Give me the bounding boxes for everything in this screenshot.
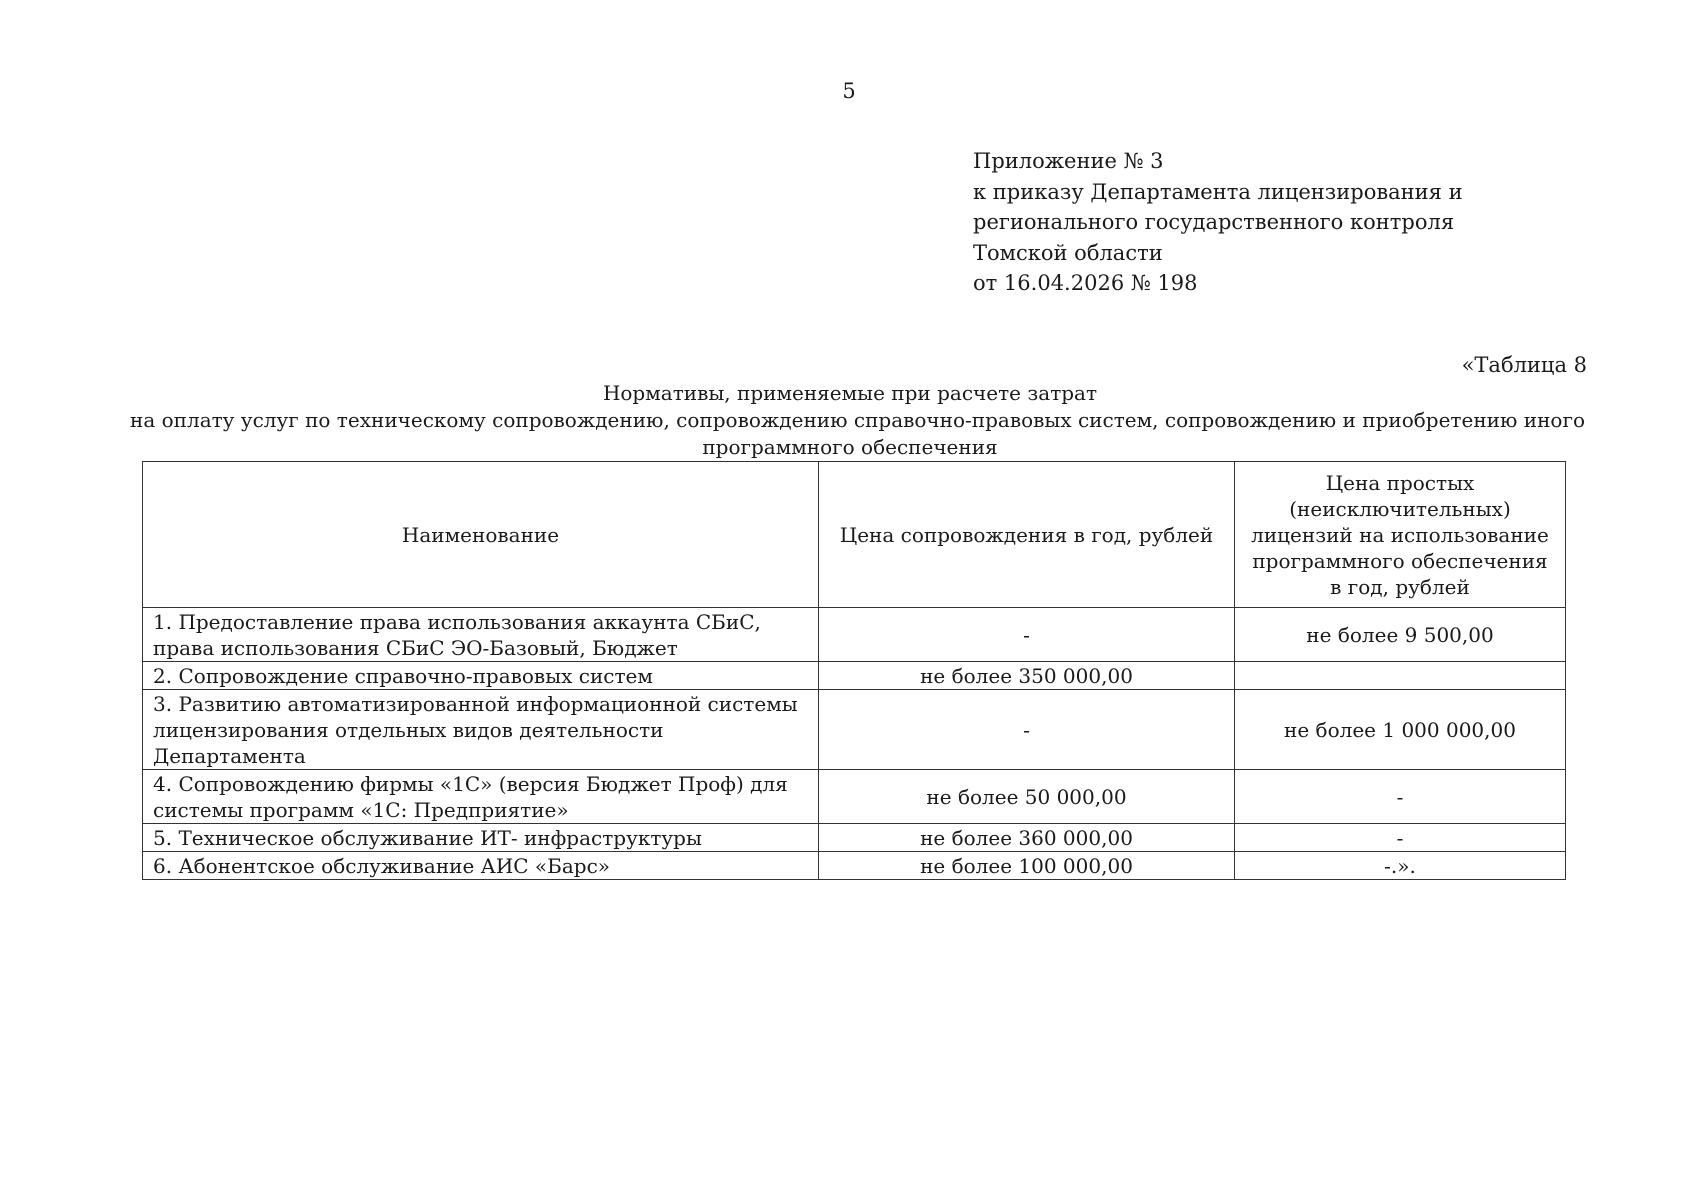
header-license-price: Цена простых (неисключительных) лицензий на использование программного обеспечения в год, рублей — [1235, 462, 1566, 608]
header-name: Наименование — [143, 462, 819, 608]
appendix-line: к приказу Департамента лицензирования и — [973, 179, 1463, 204]
row-support-price: не более 350 000,00 — [819, 662, 1235, 690]
title-line: на оплату услуг по техническому сопровождению, сопровождению справочно-правовых систем, сопровождению и приобретению иного — [130, 408, 1585, 432]
appendix-line: регионального государственного контроля — [973, 210, 1455, 234]
appendix-line: от 16.04.2026 № 198 — [973, 271, 1198, 295]
table-row — [143, 690, 1566, 770]
page-number: 5 — [842, 79, 856, 103]
header-support-price: Цена сопровождения в год, рублей — [819, 462, 1235, 608]
appendix-line: Томской области — [973, 240, 1163, 265]
row-license-price: - — [1235, 770, 1566, 824]
table-row — [143, 662, 1566, 690]
document-title — [130, 380, 1585, 461]
appendix-header — [973, 146, 1573, 299]
row-name: 5. Техническое обслуживание ИТ- инфраструктуры — [143, 824, 819, 852]
norms-table — [142, 461, 1566, 880]
row-license-price: -.». — [1235, 852, 1566, 880]
row-license-price — [1235, 662, 1566, 690]
row-support-price: - — [819, 690, 1235, 770]
table-header-row — [143, 462, 1566, 608]
row-name: 1. Предоставление права использования аккаунта СБиС, права использования СБиС ЭО-Базовый, Бюджет — [143, 608, 819, 662]
table-row — [143, 852, 1566, 880]
table-row — [143, 770, 1566, 824]
row-license-price: не более 1 000 000,00 — [1235, 690, 1566, 770]
row-support-price: не более 50 000,00 — [819, 770, 1235, 824]
row-license-price: не более 9 500,00 — [1235, 608, 1566, 662]
row-name: 3. Развитию автоматизированной информационной системы лицензирования отдельных видов деятельности Департамента — [143, 690, 819, 770]
row-support-price: не более 100 000,00 — [819, 852, 1235, 880]
table-label: «Таблица 8 — [1461, 353, 1587, 377]
row-name: 2. Сопровождение справочно-правовых систем — [143, 662, 819, 690]
table-row — [143, 824, 1566, 852]
row-name: 6. Абонентское обслуживание АИС «Барс» — [143, 852, 819, 880]
table-row — [143, 608, 1566, 662]
title-line: программного обеспечения — [702, 435, 998, 459]
appendix-line: Приложение № 3 — [973, 149, 1164, 173]
row-support-price: не более 360 000,00 — [819, 824, 1235, 852]
row-support-price: - — [819, 608, 1235, 662]
title-line: Нормативы, применяемые при расчете затрат — [602, 381, 1098, 405]
row-license-price: - — [1235, 824, 1566, 852]
row-name: 4. Сопровождению фирмы «1С» (версия Бюджет Проф) для системы программ «1С: Предприятие» — [143, 770, 819, 824]
